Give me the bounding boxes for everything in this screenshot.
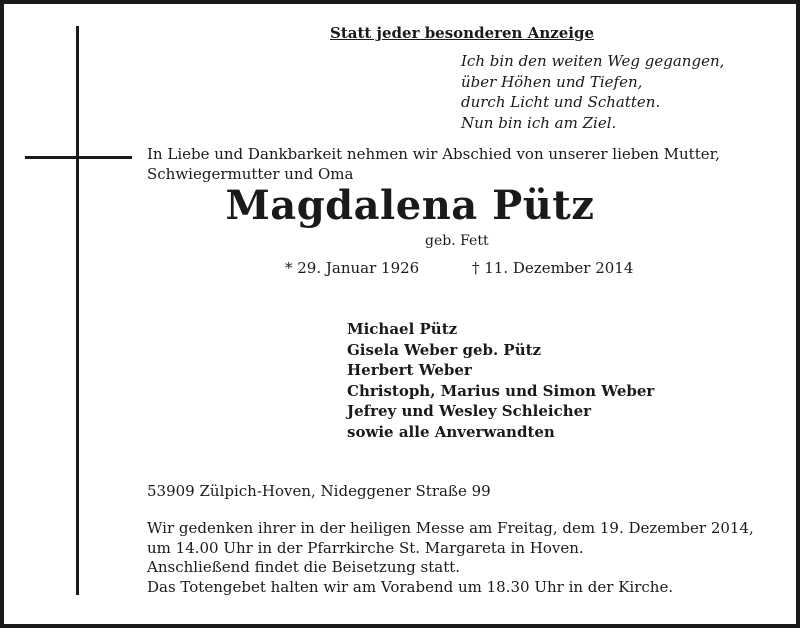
cross-vertical-bar: [76, 26, 79, 595]
deceased-name: Magdalena Pütz: [225, 182, 595, 229]
intro-text: [147, 144, 720, 184]
death-date: † 11. Dezember 2014: [472, 259, 634, 277]
birth-date: * 29. Januar 1926: [285, 259, 420, 277]
poem-line: Ich bin den weiten Weg gegangen,: [461, 52, 725, 70]
cross-horizontal-bar: [25, 156, 132, 159]
intro-line: In Liebe und Dankbarkeit nehmen wir Abschied von unserer lieben Mutter,: [147, 145, 720, 163]
mourner: Michael Pütz: [347, 320, 458, 338]
birth-name: geb. Fett: [425, 233, 489, 249]
poem-line: Nun bin ich am Ziel.: [461, 113, 617, 132]
mourner: Gisela Weber geb. Pütz: [347, 340, 542, 359]
address: 53909 Zülpich-Hoven, Nideggener Straße 99: [147, 482, 491, 500]
mourners-list: [347, 319, 654, 442]
service-line: Anschließend findet die Beisetzung statt.: [147, 558, 461, 576]
service-line: Wir gedenken ihrer in der heiligen Messe am Freitag, dem 19. Dezember 2014,: [147, 519, 754, 537]
service-line: um 14.00 Uhr in der Pfarrkirche St. Margareta in Hoven.: [147, 538, 584, 557]
poem-line: durch Licht und Schatten.: [461, 93, 661, 111]
poem: [461, 51, 724, 133]
mourner: Jefrey und Wesley Schleicher: [347, 402, 592, 420]
service-info: [147, 519, 754, 597]
mourner: Christoph, Marius und Simon Weber: [347, 381, 655, 400]
intro-line: Schwiegermutter und Oma: [147, 165, 354, 183]
poem-line: über Höhen und Tiefen,: [461, 72, 643, 91]
mourner: Herbert Weber: [347, 361, 472, 379]
mourner: sowie alle Anverwandten: [347, 422, 555, 441]
service-line: Das Totengebet halten wir am Vorabend um 18.30 Uhr in der Kirche.: [147, 577, 674, 596]
notice-headline: Statt jeder besonderen Anzeige: [330, 24, 595, 42]
